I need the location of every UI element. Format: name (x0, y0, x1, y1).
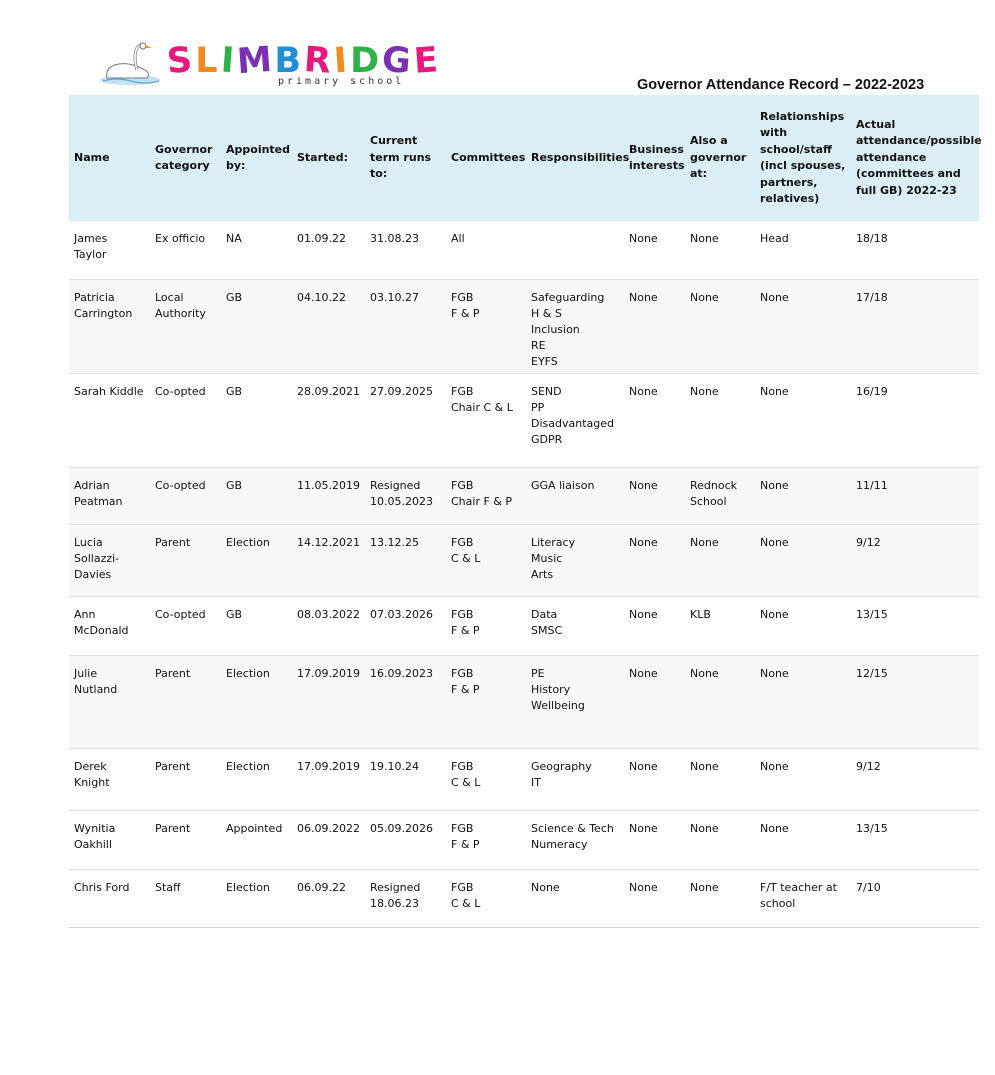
cell-governor-category: Local Authority (150, 279, 221, 373)
cell-governor-category: Co-opted (150, 467, 221, 524)
cell-committees: FGB Chair F & P (446, 467, 526, 524)
document-title: Governor Attendance Record – 2022-2023 (637, 77, 925, 93)
cell-responsibilities: GGA liaison (526, 467, 624, 524)
cell-attendance: 18/18 (851, 221, 979, 279)
cell-name: Adrian Peatman (69, 467, 150, 524)
table-row (69, 524, 979, 596)
column-header-relationships: Relationships with school/staff (incl spouses, partners, relatives) (755, 95, 851, 221)
cell-also-governor-at: None (685, 655, 755, 748)
cell-responsibilities (526, 221, 624, 279)
cell-started: 08.03.2022 (292, 596, 365, 655)
cell-responsibilities: Literacy Music Arts (526, 524, 624, 596)
column-header-name: Name (69, 95, 150, 221)
cell-appointed-by: GB (221, 373, 292, 467)
cell-relationships: None (755, 596, 851, 655)
cell-attendance: 11/11 (851, 467, 979, 524)
logo-letter: D (350, 41, 383, 81)
cell-committees: FGB Chair C & L (446, 373, 526, 467)
cell-governor-category: Ex officio (150, 221, 221, 279)
cell-governor-category: Parent (150, 524, 221, 596)
cell-term-runs-to: 13.12.25 (365, 524, 446, 596)
column-header-appointed-by: Appointed by: (221, 95, 292, 221)
table-row (69, 810, 979, 869)
table-body (69, 221, 979, 927)
cell-also-governor-at: Rednock School (685, 467, 755, 524)
cell-business-interests: None (624, 279, 685, 373)
logo-letter: S (165, 40, 197, 82)
cell-term-runs-to: Resigned 18.06.23 (365, 869, 446, 927)
column-header-business-interests: Business interests (624, 95, 685, 221)
cell-business-interests: None (624, 373, 685, 467)
cell-started: 11.05.2019 (292, 467, 365, 524)
cell-appointed-by: Election (221, 748, 292, 810)
cell-appointed-by: NA (221, 221, 292, 279)
cell-responsibilities: Safeguarding H & S Inclusion RE EYFS (526, 279, 624, 373)
cell-responsibilities: Geography IT (526, 748, 624, 810)
cell-attendance: 9/12 (851, 524, 979, 596)
logo-letter: L (195, 41, 221, 81)
table-row (69, 869, 979, 927)
cell-term-runs-to: 31.08.23 (365, 221, 446, 279)
cell-governor-category: Parent (150, 810, 221, 869)
cell-responsibilities: None (526, 869, 624, 927)
column-header-started: Started: (292, 95, 365, 221)
column-header-also-governor-at: Also a governor at: (685, 95, 755, 221)
column-header-term-runs-to: Current term runs to: (365, 95, 446, 221)
cell-attendance: 13/15 (851, 596, 979, 655)
cell-attendance: 9/12 (851, 748, 979, 810)
cell-attendance: 16/19 (851, 373, 979, 467)
cell-governor-category: Co-opted (150, 596, 221, 655)
column-header-governor-category: Governor category (150, 95, 221, 221)
column-header-committees: Committees (446, 95, 526, 221)
cell-business-interests: None (624, 655, 685, 748)
cell-relationships: None (755, 279, 851, 373)
governor-attendance-table (69, 95, 982, 928)
cell-also-governor-at: None (685, 221, 755, 279)
cell-attendance: 7/10 (851, 869, 979, 927)
cell-appointed-by: GB (221, 596, 292, 655)
cell-committees: FGB F & P (446, 655, 526, 748)
cell-committees: FGB F & P (446, 810, 526, 869)
school-logo (97, 39, 443, 92)
logo-letter: I (332, 40, 352, 82)
logo-wordmark (167, 41, 441, 81)
table-row (69, 467, 979, 524)
cell-name: Julie Nutland (69, 655, 150, 748)
cell-business-interests: None (624, 596, 685, 655)
cell-name: Sarah Kiddle (69, 373, 150, 467)
cell-term-runs-to: 03.10.27 (365, 279, 446, 373)
cell-business-interests: None (624, 524, 685, 596)
cell-also-governor-at: None (685, 869, 755, 927)
cell-started: 06.09.2022 (292, 810, 365, 869)
cell-attendance: 12/15 (851, 655, 979, 748)
cell-also-governor-at: None (685, 810, 755, 869)
cell-term-runs-to: Resigned 10.05.2023 (365, 467, 446, 524)
logo-letter: E (412, 40, 443, 82)
cell-committees: FGB C & L (446, 524, 526, 596)
column-header-responsibilities: Responsibilities (526, 95, 624, 221)
cell-relationships: None (755, 524, 851, 596)
cell-governor-category: Staff (150, 869, 221, 927)
cell-started: 14.12.2021 (292, 524, 365, 596)
table-row (69, 596, 979, 655)
cell-attendance: 13/15 (851, 810, 979, 869)
cell-started: 04.10.22 (292, 279, 365, 373)
cell-business-interests: None (624, 810, 685, 869)
cell-appointed-by: Election (221, 524, 292, 596)
cell-started: 28.09.2021 (292, 373, 365, 467)
cell-term-runs-to: 16.09.2023 (365, 655, 446, 748)
cell-appointed-by: Election (221, 869, 292, 927)
cell-term-runs-to: 07.03.2026 (365, 596, 446, 655)
column-header-attendance: Actual attendance/possible attendance (committees and full GB) 2022-23 (851, 95, 979, 221)
table-header (69, 95, 982, 221)
logo-letter: B (274, 41, 305, 81)
cell-committees: All (446, 221, 526, 279)
cell-name: Patricia Carrington (69, 279, 150, 373)
cell-appointed-by: Election (221, 655, 292, 748)
cell-name: Derek Knight (69, 748, 150, 810)
cell-committees: FGB C & L (446, 748, 526, 810)
cell-relationships: F/T teacher at school (755, 869, 851, 927)
logo-letter: M (235, 39, 276, 83)
cell-name: Wynitia Oakhill (69, 810, 150, 869)
table-row (69, 279, 979, 373)
cell-started: 17.09.2019 (292, 655, 365, 748)
cell-committees: FGB C & L (446, 869, 526, 927)
cell-responsibilities: SEND PP Disadvantaged GDPR (526, 373, 624, 467)
cell-business-interests: None (624, 467, 685, 524)
cell-started: 06.09.22 (292, 869, 365, 927)
cell-committees: FGB F & P (446, 596, 526, 655)
logo-subtitle: primary school (278, 76, 405, 87)
cell-relationships: Head (755, 221, 851, 279)
logo-letter: R (302, 40, 336, 82)
cell-also-governor-at: None (685, 279, 755, 373)
cell-committees: FGB F & P (446, 279, 526, 373)
cell-appointed-by: Appointed (221, 810, 292, 869)
cell-term-runs-to: 05.09.2026 (365, 810, 446, 869)
cell-relationships: None (755, 373, 851, 467)
cell-also-governor-at: None (685, 748, 755, 810)
cell-name: Ann McDonald (69, 596, 150, 655)
cell-appointed-by: GB (221, 467, 292, 524)
cell-term-runs-to: 27.09.2025 (365, 373, 446, 467)
logo-letter: I (219, 40, 238, 82)
cell-also-governor-at: None (685, 524, 755, 596)
cell-name: Chris Ford (69, 869, 150, 927)
cell-responsibilities: PE History Wellbeing (526, 655, 624, 748)
cell-business-interests: None (624, 748, 685, 810)
cell-started: 17.09.2019 (292, 748, 365, 810)
cell-started: 01.09.22 (292, 221, 365, 279)
cell-business-interests: None (624, 221, 685, 279)
table-row (69, 655, 979, 748)
cell-appointed-by: GB (221, 279, 292, 373)
cell-responsibilities: Data SMSC (526, 596, 624, 655)
cell-relationships: None (755, 748, 851, 810)
table-row (69, 748, 979, 810)
logo-letter: G (380, 39, 416, 83)
cell-relationships: None (755, 467, 851, 524)
cell-responsibilities: Science & Tech Numeracy (526, 810, 624, 869)
cell-name: James Taylor (69, 221, 150, 279)
cell-term-runs-to: 19.10.24 (365, 748, 446, 810)
cell-governor-category: Co-opted (150, 373, 221, 467)
cell-name: Lucia Sollazzi- Davies (69, 524, 150, 596)
cell-governor-category: Parent (150, 748, 221, 810)
cell-attendance: 17/18 (851, 279, 979, 373)
cell-also-governor-at: None (685, 373, 755, 467)
cell-relationships: None (755, 810, 851, 869)
cell-also-governor-at: KLB (685, 596, 755, 655)
table-row (69, 221, 979, 279)
cell-business-interests: None (624, 869, 685, 927)
swan-icon (97, 40, 167, 88)
cell-governor-category: Parent (150, 655, 221, 748)
table-row (69, 373, 979, 467)
cell-relationships: None (755, 655, 851, 748)
